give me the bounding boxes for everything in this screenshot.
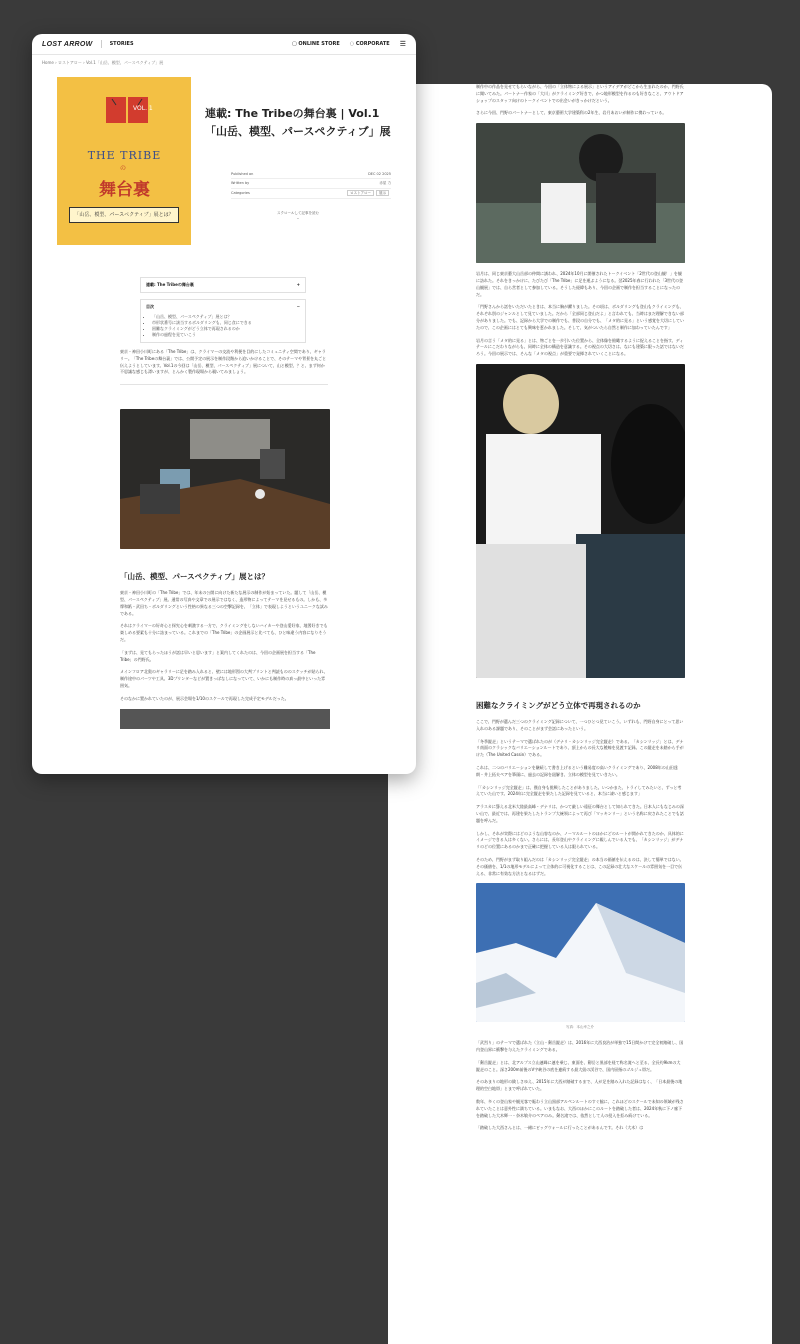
series-label: 連載: The Tribeの舞台裏 (146, 282, 194, 287)
divider (120, 384, 328, 385)
cover-title-jp: 舞台裏 (99, 180, 150, 200)
photo-caption: 写真：本山幸之介 (566, 1025, 594, 1030)
author[interactable]: 赤星 力 (379, 181, 391, 186)
category-label: Categories (231, 191, 250, 196)
header-divider (101, 40, 102, 48)
toc-item[interactable]: • 制作の過程を見ていこう (152, 332, 300, 338)
published-date: DEC 02 2025 (368, 172, 391, 177)
bag-icon: ▢ (291, 41, 299, 47)
published-label: Published on (231, 172, 254, 177)
studio-photo (120, 409, 330, 549)
toc-accordion[interactable] (140, 299, 306, 343)
toc-item[interactable]: • 「山岳、模型、パースペクティブ」展とは？ (152, 314, 300, 320)
article-body (32, 349, 416, 729)
minus-icon: − (296, 304, 300, 309)
paragraph: これは、二つのバリエーションを継続して書き上げるという難易度の高いクライミングであり、2008年の山田達朗・井上拓夫ペアを筆頭に、過去の記録を紐解き、立体の模型を見ていきたい。 (476, 764, 678, 777)
scroll-hint-label: スクロールして記事を読む (277, 211, 319, 216)
photo-partial (120, 709, 330, 729)
paragraph: ここで、門野が選んだ三つのクライミング記録について、一つひとつ見ていこう。いずれも、門野自身にとって思い入れのある課題であり、そのことがまず会話にあったという。 (476, 718, 684, 731)
toc-panel (140, 277, 306, 343)
series-accordion[interactable] (140, 277, 306, 293)
nav-stories[interactable]: STORIES (109, 41, 134, 47)
paragraph: それはクライマーの好奇心と探究心を刺激する一方で、クライミングをしないハイカーや登山愛好家、地図好きでも楽しめる要素も十分に詰まっている。これまでの「The Tribe」の企画展示と比べても、ひと味違う内容になりそうだ。 (120, 623, 328, 642)
article-page-front (32, 34, 416, 774)
online-store-label: ONLINE STORE (298, 41, 340, 47)
toc-label: 目次 (146, 304, 154, 309)
tag-lostarrow[interactable]: ロストアロー (347, 190, 374, 196)
site-header (32, 34, 416, 55)
mountain-photo (476, 883, 685, 1022)
toc-list (146, 314, 300, 338)
paragraph: 「武烈り」のテーマで選ばれた（立山・剱岳縦走）は、2016年に大西良治が単独で15日間かけて完全初踏破し、国内登山界に衝撃を与えたクライミングである。 (476, 1040, 684, 1053)
written-label: Written by (231, 181, 250, 186)
paragraph: そのあまりの地形の険しさゆえ、2015年に大西が踏破するまで、人が足を踏み入れた記録はなく、「日本最後の地理的空白地帯」とまで呼ばれていた。 (476, 1079, 683, 1092)
scroll-hint[interactable] (205, 211, 391, 220)
paragraph: 「門野さんから話をいただいたときは、本当に胸が躍りました。その頃は、ボルダリングも登山もクライミングも、それぞれ別のジャンルとして見ていました。だから「全部同じ登山だよ」と言われても、当時はまだ理解できない部分がありました。でも、記録から大学での制作でも、普段の自分でも、「メタ的に見る」という感覚を大切にしていたので、この企画にはとても興味を惹かれました。そして、気がついたら自然と制作に加わっていたんです」 (476, 304, 684, 330)
corporate-label: CORPORATE (355, 41, 390, 47)
page-title: 連載: The Tribeの舞台裏 | Vol.1 「山岳、模型、パースペクティブ」展 (205, 107, 391, 138)
cover-title-en: THE TRIBE (87, 149, 162, 162)
paragraph: メインフロア北奥のギャラリーに足を踏み入れると、壁には地形図の大判プリントと判読もののスケッチが貼られ、制作途中のパーツや工具、3Dプリンターなどが置きっぱなしになっていて、いかにも制作時の真っ最中といった雰囲気。 (120, 669, 328, 688)
paragraph: 東京・神田小川町の「The Tribe」では、年末の公開に向けた新たな展示の制作が始まっていた。題して「山岳、模型、パースペクティブ」展。通常の写真や文章での展示ではなく、造形物によってテーマを見せるもの。しかも、多摩和紙・武田ち・ボルダリングという性格の異なる三つの空撃記録を、「立体」で表現しようというユニークな試みである。 (120, 590, 328, 616)
paragraph: 制作中の作品を見せてもらいながら、今回の「立体物による展示」というアイデアがどこから生まれたのか、門野氏に聞いてみた。パートナー作家の「大川」がクライミング好きで、かつ地形模型を作るのも好きなこと、アウトドアショップのスタッフ向けのトークイベントでの出会いがきっかけだという。 (476, 84, 684, 103)
tag-exhibition[interactable]: 展示 (376, 190, 389, 196)
paragraph: 数年、多くの登山家や観光客で賑わう立山黒部アルペンルートのすぐ脇に、これほどのスケールで未知の領域が残されていたことは意外性に満ちている。いまもなお、大西のほかにこのルートを踏破した者は、2024年秋に下ノ廊下を踏破した大木輝一・奈木敏介のペアのみ。剱名滝では、依然として人の侵入を拒み続けている。 (476, 1099, 684, 1118)
paragraph: そのなかに置かれていたのが、展示会場を1/10のスケールで再現した完成予定モデルだった。 (120, 695, 289, 701)
logo[interactable]: LOST ARROW (42, 40, 93, 48)
article-body-continued (388, 84, 772, 1132)
cover-no: の (119, 165, 126, 172)
toc-item[interactable]: • 困難なクライミングがどう立体で再現されるのか (152, 326, 300, 332)
paragraph: 「まずは、見てもらったほうが話は早いと思います」と案内してくれたのは、今回の企画展を担当する「The Tribe」の門野氏。 (120, 649, 316, 662)
cover-banner: 「山岳、模型、パースペクティブ」展とは？ (69, 207, 179, 223)
intro-paragraph: 東京・神田小川町にある「The Tribe」は、クライマーの交流や利便を目的にしたコミュニティ空間であり、ギャラリー。「The Tribeの舞台裏」では、公開予定の展示を制作段階から追いかけることで、そのテーマや背景を丸ごと伝えようとしています。Vol.1の今回は「山岳、模型、パースペクティブ」展について、山と模型、？と、まず何か不思議な感じも漂いますが、とんかく製作現場から覗いてみましょう。 (120, 349, 327, 375)
article-meta (231, 170, 391, 199)
toc-item[interactable]: • 市形状番号に該当するボルダリングも、同じ食にできる (152, 320, 300, 326)
paragraph: しかし、それが実際にはどのような山容なのか、ノーマルルートのほかにどのルートが開かれてきたのか、具体的にイメージできる人は多くない。さらには、長年登山やクライミングに親しんでいる人でも、「カシンリッジ」がデナリのどの位置にあるのかまで正確に把握している人は限られている。 (476, 830, 684, 850)
cover-vol: VOL. 1 (133, 105, 153, 112)
corporate-link[interactable] (350, 41, 390, 47)
plus-icon: + (296, 282, 300, 287)
chevron-down-icon: ⌄ (296, 216, 300, 221)
paragraph: 「踏破した大西さんとは、一緒にビッグウォールに行ったことがあるんです。それ（大木）は (476, 1125, 644, 1131)
paragraph: そのため、門野がまず取り組んだのは「カシンリッジ完全縦走」の本当の価値を伝えるのは、決して簡単ではない。その価値を、1/1の地形モデルによって立体的に可視化することは、この記録の壮大なスケールの雰囲気を一目で伝える、非常に有効な方法となるはずだ。 (476, 856, 684, 876)
team-photo (476, 364, 685, 678)
paragraph: 「剱岳縦走」とは、北アルプス立山連峰に連を乗じ、東面を、剱岳と黒部を経て称名滝へと至る、全長約9kmの大縦走のこと。深さ200m前後のV字峡谷の底を連続する最大級の渓谷で、国内屈指のゴルジュ帯だ。 (476, 1059, 681, 1072)
online-store-link[interactable] (292, 41, 340, 47)
worker-photo (476, 123, 685, 263)
section-heading: 「山岳、模型、パースペクティブ」展とは？ (120, 572, 270, 582)
article-page-continued (388, 84, 772, 1344)
paragraph: 「「カシンリッジ完全縦走」は、僕自身も挑戦したことがありました。いつかまた、トライしてみたいと、ずっと考えていた山です。2024年に完全縦走を果たした記録を見ていると、本当に凄いと感じます」 (476, 784, 682, 797)
paragraph: さらに今回、門野のパートナーとして、東京藝術大学建築科の2年生、岩月あおいが制作に携わっている。 (476, 110, 667, 116)
paragraph: 「冬季縦走」というテーマで選ばれたのが（デナリ・カシンリッジ完全縦走）である。「カシンリッジ」とは、デナリ南面のクラシックなバリエーションルートであり、頂上からの長大な稜線を見渡す記録。この縦走を未踏から手がけた（The United Cassin）である。 (476, 738, 684, 758)
section-heading: 困難なクライミングがどう立体で再現されるのか (476, 700, 641, 710)
globe-icon: ◌ (349, 41, 356, 47)
article-hero (32, 77, 416, 245)
paragraph: 岩月は、同じ東京藝大山岳部の仲間に誘われ、2024年10月に開催されたトークイベント「2世代の登山観！」を観に訪れた。それをきっかけに、たびたび「The Tribe」に足を運ぶようになる。翌2025年春に行われた「3世代の登山観展」では、自ら営者として参加している。そうした経緯もあり、今回の企画で制作を担当することになったのだ。 (476, 271, 684, 297)
cover-illustration (57, 77, 191, 245)
breadcrumb[interactable]: Home › ロストアロー › Vol.1「山岳、模型、パースペクティブ」展 (42, 60, 164, 65)
menu-icon[interactable]: ☰ (399, 40, 406, 48)
paragraph: アラスカに聳える北米大陸最高峰・デナリは、かつて厳しい遠征の舞台として知られてきた。日本人にもなじみの深い山で、最近では、再建を果たしたトランプ大統領によって再び「マッキンリー」という名称に戻されたことでも話題を呼んだ。 (476, 804, 684, 823)
paragraph: 岩月の言う「メタ的に見る」とは、物ごとを一歩引いた位置から、全体像を俯瞰するように捉えることを指す。ディテールにこだわりながらも、同時に全体の構造を意識する。その視点の大切さは、なにも建築に限った話ではないだろう。今回の展示では、そんな「メタの視点」が重要で発揮されていくことになる。 (476, 337, 684, 357)
